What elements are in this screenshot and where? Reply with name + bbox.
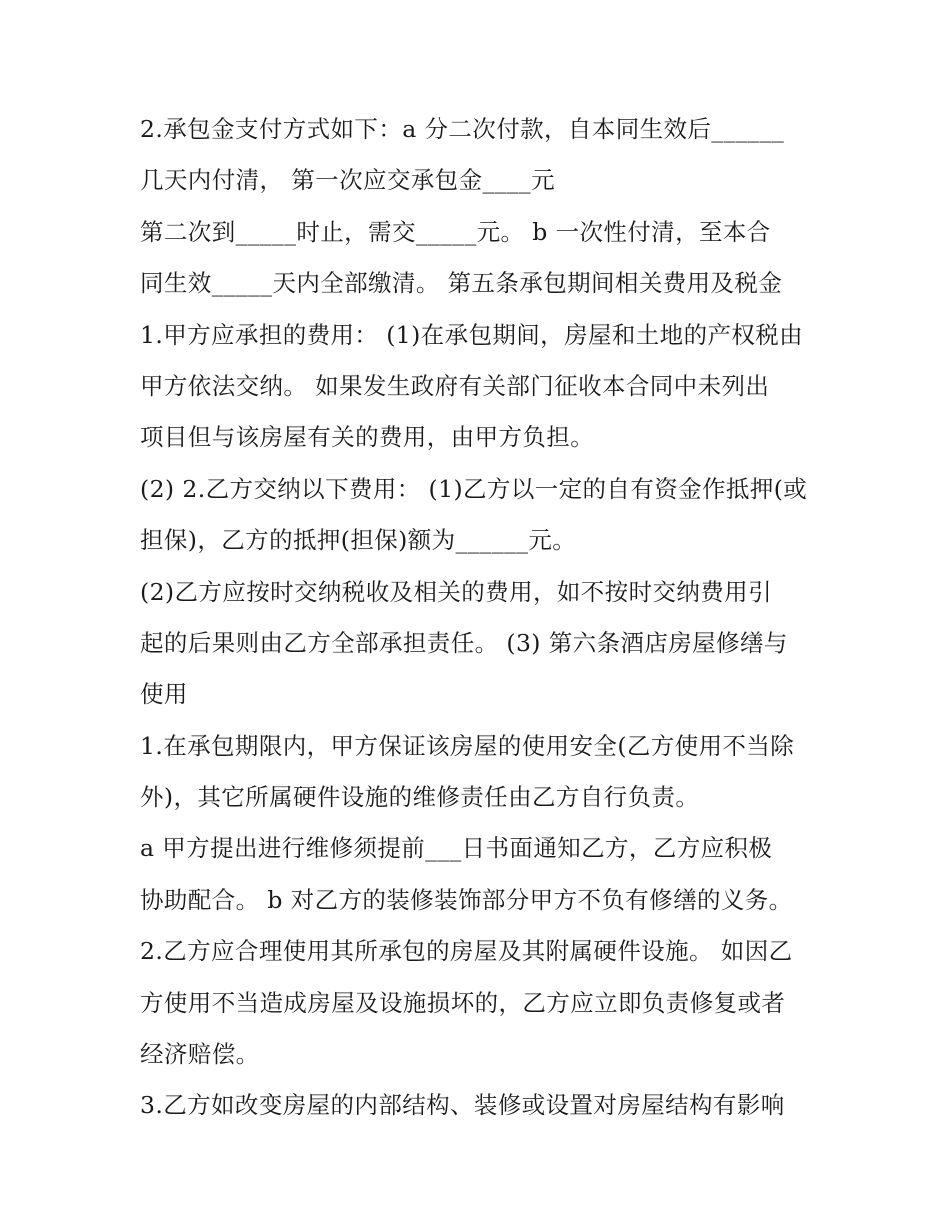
- text-line: 起的后果则由乙方全部承担责任。 (3) 第六条酒店房屋修缮与: [140, 628, 788, 657]
- text-line: 经济赔偿。: [140, 1040, 260, 1069]
- text-line: 甲方依法交纳。 如果发生政府有关部门征收本合同中未列出: [140, 371, 770, 400]
- text-line: 协助配合。 b 对乙方的装修装饰部分甲方不负有修缮的义务。: [140, 885, 793, 914]
- text-line: a 甲方提出进行维修须提前___日书面通知乙方，乙方应积极: [140, 834, 773, 863]
- text-line: 第二次到_____时止，需交_____元。 b 一次性付清，至本合: [140, 217, 771, 246]
- text-line: (2) 2.乙方交纳以下费用： (1)乙方以一定的自有资金作抵押(或: [140, 474, 808, 503]
- text-line: 同生效_____天内全部缴清。 第五条承包期间相关费用及税金: [140, 269, 783, 298]
- text-line: 使用: [140, 680, 188, 709]
- text-line: 1.甲方应承担的费用： (1)在承包期间，房屋和土地的产权税由: [140, 320, 804, 349]
- text-line: 1.在承包期限内，甲方保证该房屋的使用安全(乙方使用不当除: [140, 731, 795, 760]
- text-line: 2.承包金支付方式如下：a 分二次付款，自本同生效后______: [140, 115, 785, 143]
- text-line: 担保)，乙方的抵押(担保)额为______元。: [140, 526, 577, 555]
- text-line: 几天内付清， 第一次应交承包金____元: [140, 166, 555, 195]
- text-line: 项目但与该房屋有关的费用，由甲方负担。: [140, 423, 595, 452]
- text-line: 外)，其它所属硬件设施的维修责任由乙方自行负责。: [140, 783, 700, 812]
- text-line: 方使用不当造成房屋及设施损坏的，乙方应立即负责修复或者: [140, 988, 786, 1017]
- contract-text: [140, 104, 820, 1132]
- text-line: (2)乙方应按时交纳税收及相关的费用，如不按时交纳费用引: [140, 577, 772, 606]
- text-line: 2.乙方应合理使用其所承包的房屋及其附属硬件设施。 如因乙: [140, 937, 793, 966]
- text-line: 3.乙方如改变房屋的内部结构、装修或设置对房屋结构有影响: [140, 1091, 785, 1120]
